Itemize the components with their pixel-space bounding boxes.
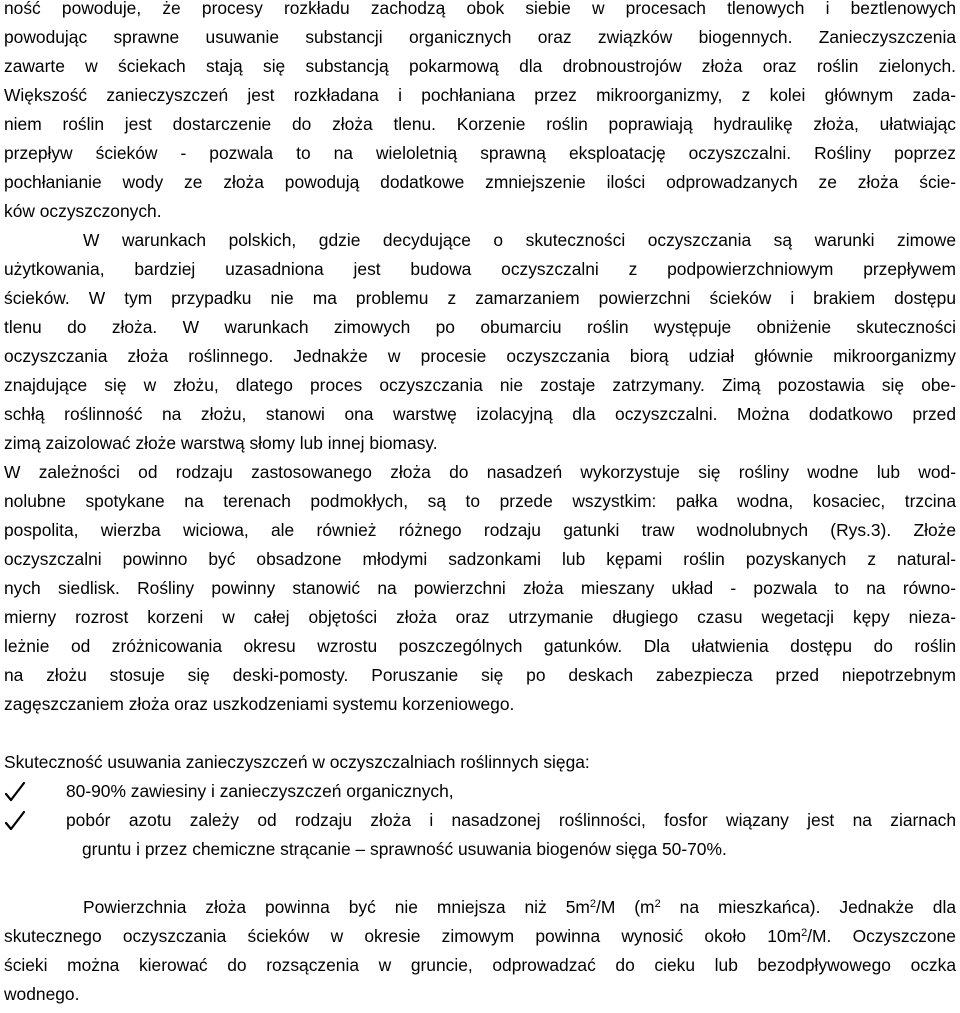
- text-line: mierny rozrost korzeni w całej objętości złoża oraz utrzymanie długiego czasu wegetacji kępy nieza-: [4, 607, 956, 627]
- text-line: niem roślin jest dostarczenie do złoża tlenu. Korzenie roślin poprawiają hydraulikę złoża, ułatwiając: [4, 114, 956, 134]
- text-line: na złożu stosuje się deski-pomosty. Poruszanie się po deskach zabezpiecza przed niepotrzebnym: [4, 665, 956, 685]
- text-line: zimą zaizolować złoże warstwą słomy lub innej biomasy.: [4, 433, 438, 453]
- list-item-text: 80-90% zawiesiny i zanieczyszczeń organicznych,: [66, 781, 454, 801]
- text-line: oczyszczania złoża roślinnego. Jednakże w procesie oczyszczania biorą udział głównie mikroorganizmy: [4, 346, 956, 366]
- text-line: przepływ ścieków - pozwala to na wieloletnią sprawną eksploatację oczyszczalni. Rośliny poprzez: [4, 143, 956, 163]
- text-line: Powierzchnia złoża powinna być nie mniejsza niż $5m^2/M$ ($m^2$ na mieszkańca). Jednakże dla: [83, 897, 956, 917]
- text-line: pochłanianie wody ze złoża powodują dodatkowe zmniejszenie ilości odprowadzanych ze złoża ście-: [4, 172, 956, 192]
- text-line: oczyszczalni powinno być obsadzone młodymi sadzonkami lub kępami roślin pozyskanych z natural-: [4, 549, 956, 569]
- text-line: nych siedlisk. Rośliny powinny stanowić na powierzchni złoża mieszany układ - pozwala to na równo-: [4, 578, 956, 598]
- text-line: skutecznego oczyszczania ścieków w okresie zimowym powinna wynosić około $10m^2/M$. Oczyszczone: [4, 926, 956, 946]
- text-line: zawarte w ściekach stają się substancją pokarmową dla drobnoustrojów złoża oraz roślin zielonych.: [4, 56, 956, 76]
- list-item-text: pobór azotu zależy od rodzaju złoża i nasadzonej roślinności, fosfor wiązany jest na ziarnach: [66, 810, 956, 830]
- check-icon: [4, 806, 26, 835]
- text-line: znajdujące się w złożu, dlatego proces oczyszczania nie zostaje zatrzymany. Zimą pozostawia się obe-: [4, 375, 956, 395]
- text-line: ność powoduje, że procesy rozkładu zachodzą obok siebie w procesach tlenowych i beztlenowych: [4, 0, 956, 18]
- text-line: wodnego.: [4, 984, 80, 1004]
- text-line: W warunkach polskich, gdzie decydujące o skuteczności oczyszczania są warunki zimowe: [83, 230, 956, 250]
- check-icon: [4, 777, 26, 806]
- text-line: ścieki można kierować do rozsączenia w gruncie, odprowadzać do cieku lub bezodpływowego oczka: [4, 955, 956, 975]
- text-line: tlenu do złoża. W warunkach zimowych po obumarciu roślin występuje obniżenie skuteczności: [4, 317, 956, 337]
- text-line: W zależności od rodzaju zastosowanego złoża do nasadzeń wykorzystuje się rośliny wodne lub wod-: [4, 462, 956, 482]
- text-line: ścieków. W tym przypadku nie ma problemu z zamarzaniem powierzchni ścieków i brakiem dostępu: [4, 288, 956, 308]
- text-line: Większość zanieczyszczeń jest rozkładana i pochłaniana przez mikroorganizmy, z kolei głównym zada-: [4, 85, 956, 105]
- text-line: schłą roślinność na złożu, stanowi ona warstwę izolacyjną dla oczyszczalni. Można dodatkowo przed: [4, 404, 956, 424]
- text-line: leżnie od zróżnicowania okresu wzrostu poszczególnych gatunków. Dla ułatwienia dostępu do roślin: [4, 636, 956, 656]
- text-line: powodując sprawne usuwanie substancji organicznych oraz związków biogennych. Zanieczyszczenia: [4, 27, 956, 47]
- text-line: pospolita, wierzba wiciowa, ale również różnego rodzaju gatunki traw wodnolubnych (Rys.3). Złoże: [4, 520, 956, 540]
- list-intro: Skuteczność usuwania zanieczyszczeń w oczyszczalniach roślinnych sięga:: [4, 752, 590, 772]
- text-line: nolubne spotykane na terenach podmokłych, są to przede wszystkim: pałka wodna, kosaciec, trzcina: [4, 491, 956, 511]
- text-line: ków oczyszczonych.: [4, 201, 162, 221]
- text-line: zagęszczaniem złoża oraz uszkodzeniami systemu korzeniowego.: [4, 694, 515, 714]
- text-line: użytkowania, bardziej uzasadniona jest budowa oczyszczalni z podpowierzchniowym przepływem: [4, 259, 956, 279]
- list-item-continuation: gruntu i przez chemiczne strącanie – sprawność usuwania biogenów sięga 50-70%.: [82, 839, 727, 859]
